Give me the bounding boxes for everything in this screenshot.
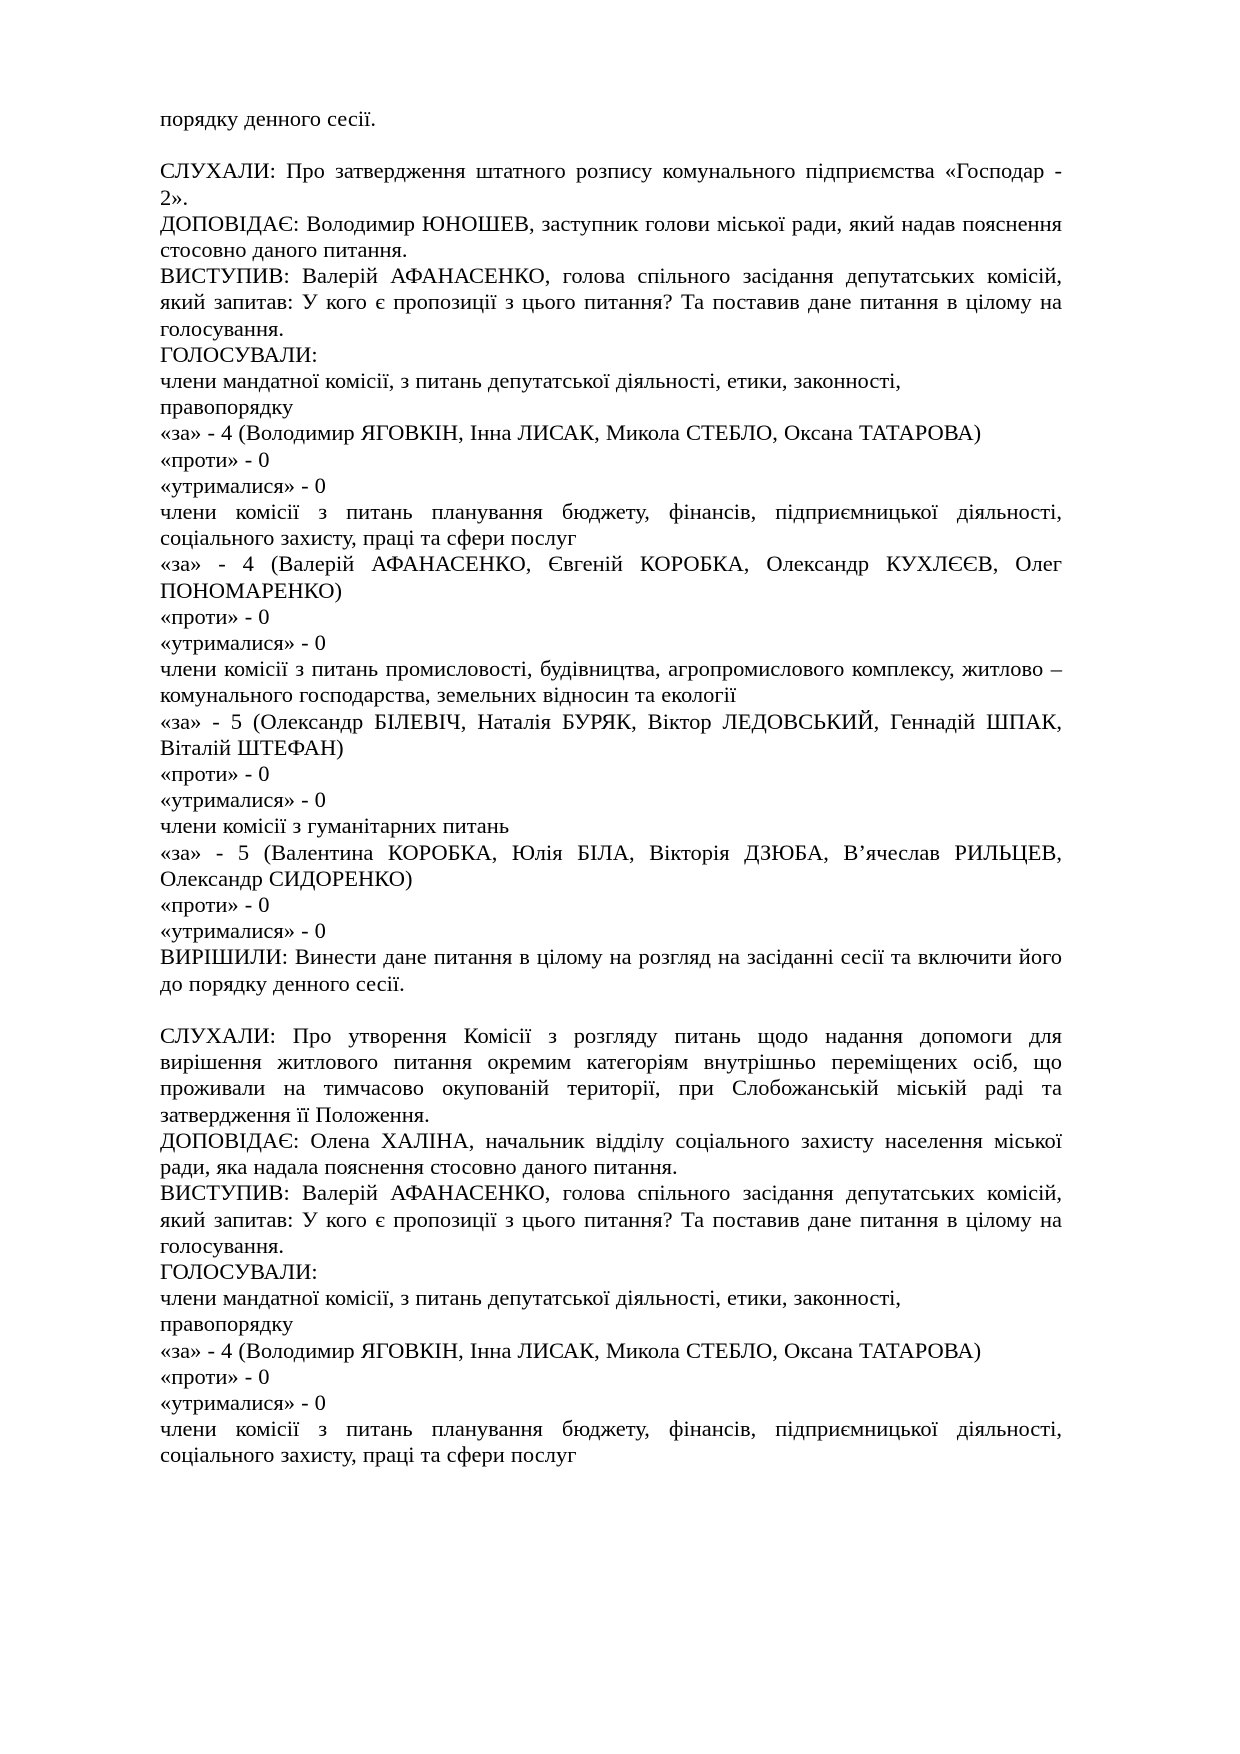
vote-utrymalysia-line: «утрималися» - 0 bbox=[160, 472, 326, 498]
commission-members-line: члени комісії з питань планування бюджету, фінансів, підприємницької діяльності, соціального захисту, праці та сфери послуг bbox=[160, 1416, 1062, 1468]
vote-proty-line: «проти» - 0 bbox=[160, 761, 270, 787]
commission-members-line: члени комісії з гуманітарних питань bbox=[160, 813, 510, 839]
vote-za-line: «за» - 4 (Володимир ЯГОВКІН, Інна ЛИСАК, Микола СТЕБЛО, Оксана ТАТАРОВА) bbox=[160, 420, 982, 446]
vote-utrymalysia-line: «утрималися» - 0 bbox=[160, 918, 326, 944]
sluhaly-paragraph-1: СЛУХАЛИ: Про затвердження штатного розпису комунального підприємства «Господар - 2». bbox=[160, 158, 1062, 210]
commission-members-line: правопорядку bbox=[160, 1311, 294, 1337]
commission-members-line: члени комісії з питань промисловості, будівництва, агропромислового комплексу, житлово – комунального господарства, земельних відносин та екології bbox=[160, 656, 1062, 708]
commission-members-line: члени мандатної комісії, з питань депутатської діяльності, етики, законності, bbox=[160, 1285, 902, 1311]
vote-za-line: «за» - 5 (Олександр БІЛЕВІЧ, Наталія БУРЯК, Віктор ЛЕДОВСЬКИЙ, Геннадій ШПАК, Віталій ШТЕФАН) bbox=[160, 708, 1062, 760]
vystupyv-paragraph-2: ВИСТУПИВ: Валерій АФАНАСЕНКО, голова спільного засідання депутатських комісій, який запитав: У кого є пропозиції з цього питання? Та поставив дане питання в цілому на голосування. bbox=[160, 1180, 1062, 1258]
vote-za-line: «за» - 5 (Валентина КОРОБКА, Юлія БІЛА, Вікторія ДЗЮБА, В’ячеслав РИЛЬЦЕВ, Олександр СИДОРЕНКО) bbox=[160, 839, 1062, 891]
vote-proty-line: «проти» - 0 bbox=[160, 446, 270, 472]
vystupyv-paragraph-1: ВИСТУПИВ: Валерій АФАНАСЕНКО, голова спільного засідання депутатських комісій, який запитав: У кого є пропозиції з цього питання? Та поставив дане питання в цілому на голосування. bbox=[160, 263, 1062, 341]
commission-members-line: члени комісії з питань планування бюджету, фінансів, підприємницької діяльності, соціального захисту, праці та сфери послуг bbox=[160, 499, 1062, 551]
document-content bbox=[160, 106, 1062, 1469]
holosuvaly-heading-2: ГОЛОСУВАЛИ: bbox=[160, 1258, 318, 1284]
sluhaly-paragraph-2: СЛУХАЛИ: Про утворення Комісії з розгляду питань щодо надання допомоги для вирішення житлового питання окремим категоріям внутрішньо переміщених осіб, що проживали на тимчасово окупованій території, при Слобожанській міській раді та затвердження її Положення. bbox=[160, 1023, 1062, 1127]
dopovidaye-paragraph-1: ДОПОВІДАЄ: Володимир ЮНОШЕВ, заступник голови міської ради, який надав пояснення стосовно даного питання. bbox=[160, 210, 1062, 262]
blank-line bbox=[160, 132, 1062, 158]
vote-utrymalysia-line: «утрималися» - 0 bbox=[160, 1389, 326, 1415]
vote-proty-line: «проти» - 0 bbox=[160, 603, 270, 629]
vote-proty-line: «проти» - 0 bbox=[160, 892, 270, 918]
commission-members-line: правопорядку bbox=[160, 394, 294, 420]
dopovidaye-paragraph-2: ДОПОВІДАЄ: Олена ХАЛІНА, начальник відділу соціального захисту населення міської ради, яка надала пояснення стосовно даного питання. bbox=[160, 1127, 1062, 1180]
vote-proty-line: «проти» - 0 bbox=[160, 1363, 270, 1389]
vote-za-line: «за» - 4 (Валерій АФАНАСЕНКО, Євгеній КОРОБКА, Олександр КУХЛЄЄВ, Олег ПОНОМАРЕНКО) bbox=[160, 551, 1062, 603]
vyrishyly-paragraph-1: ВИРІШИЛИ: Винести дане питання в цілому на розгляд на засіданні сесії та включити його до порядку денного сесії. bbox=[160, 944, 1062, 996]
vote-utrymalysia-line: «утрималися» - 0 bbox=[160, 630, 326, 656]
holosuvaly-heading-1: ГОЛОСУВАЛИ: bbox=[160, 341, 318, 367]
blank-line bbox=[160, 997, 1062, 1023]
continuation-line: порядку денного сесії. bbox=[160, 106, 376, 131]
vote-utrymalysia-line: «утрималися» - 0 bbox=[160, 787, 326, 813]
vote-za-line: «за» - 4 (Володимир ЯГОВКІН, Інна ЛИСАК, Микола СТЕБЛО, Оксана ТАТАРОВА) bbox=[160, 1337, 982, 1363]
commission-members-line: члени мандатної комісії, з питань депутатської діяльності, етики, законності, bbox=[160, 368, 902, 394]
